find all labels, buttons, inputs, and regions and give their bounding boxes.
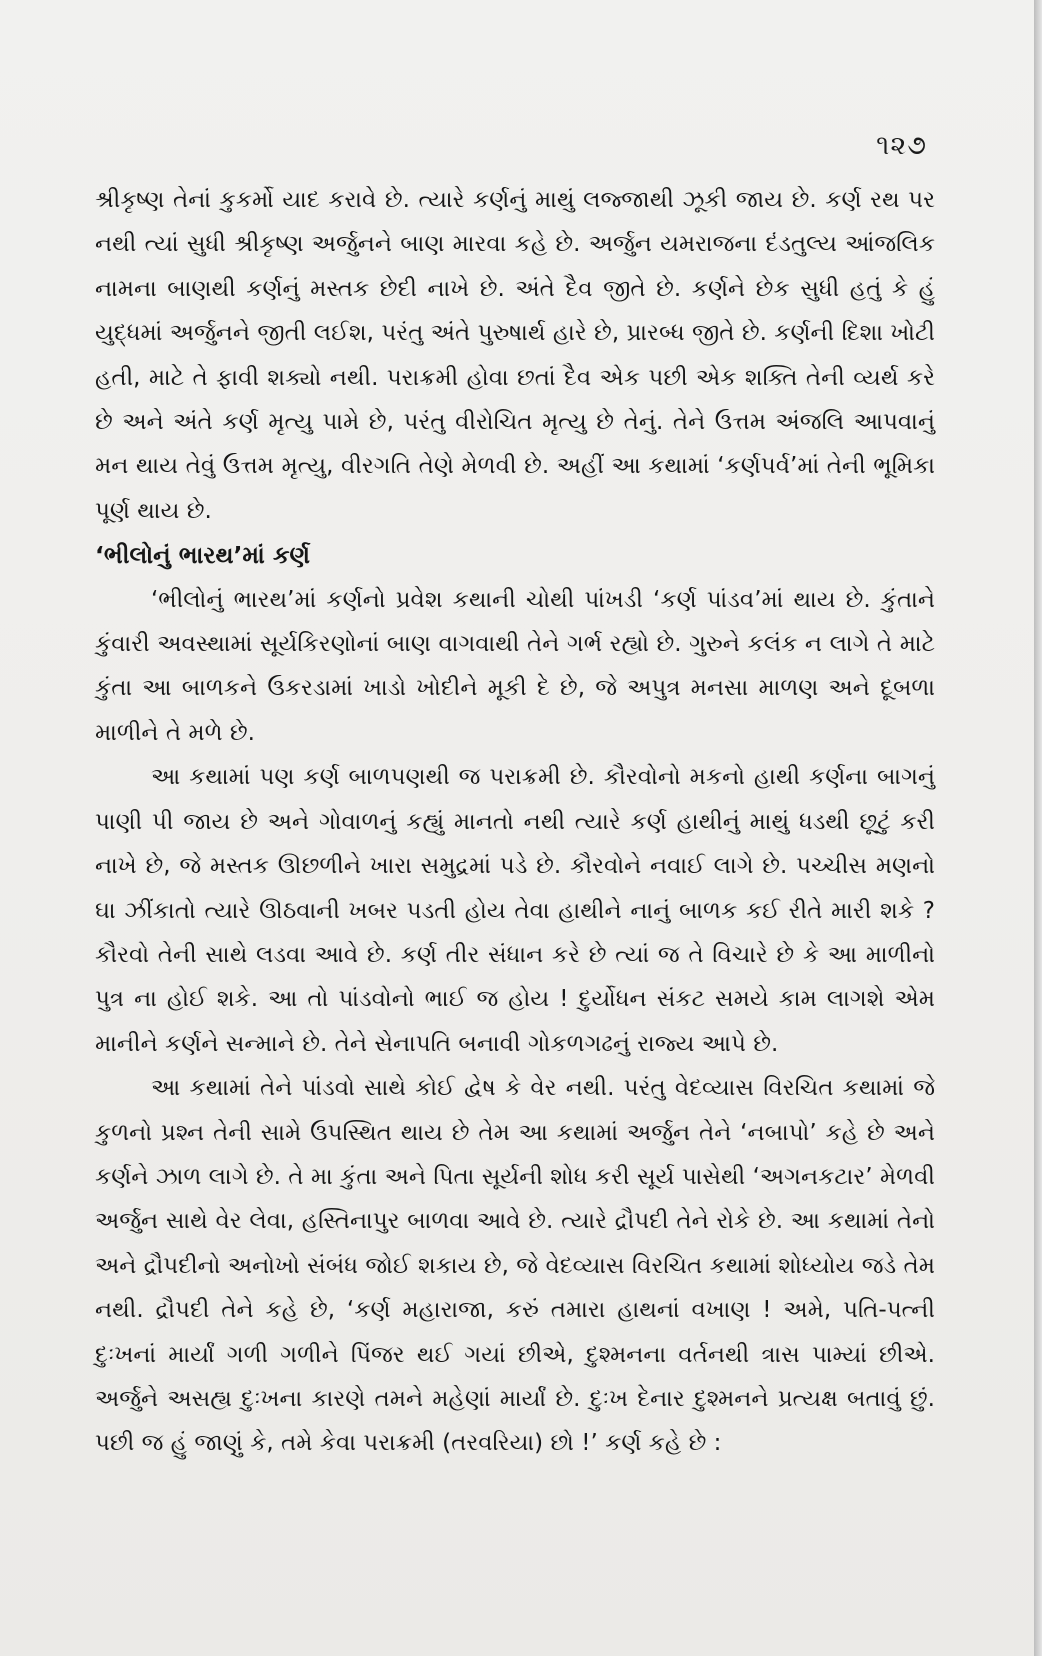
paragraph-karna-draupadi: આ કથામાં તેને પાંડવો સાથે કોઈ દ્વેષ કે વેર નથી. પરંતુ વેદવ્યાસ વિરચિત કથામાં જે કુળનો પ્રશ્ન તેની સામે ઉપસ્થિત થાય છે તેમ આ કથામાં અર્જુન તેને ‘નબાપો’ કહે છે અને કર્ણને ઝાળ લાગે છે. તે મા કુંતા અને પિતા સૂર્યની શોધ કરી સૂર્ય પાસેથી ‘અગનકટાર’ મેળવી અર્જુન સાથે વેર લેવા, હસ્તિનાપુર બાળવા આવે છે. ત્યારે દ્રૌપદી તેને રોકે છે. આ કથામાં તેનો અને દ્રૌપદીનો અનોખો સંબંધ જોઈ શકાય છે, જે વેદવ્યાસ વિરચિત કથામાં શોધ્યોય જડે તેમ નથી. દ્રૌપદી તેને કહે છે, ‘કર્ણ મહારાજા, કરું તમારા હાથનાં વખાણ ! અમે, પતિ-પત્ની દુઃખનાં માર્યાં ગળી ગળીને પિંજર થઈ ગયાં છીએ, દુશ્મનના વર્તનથી ત્રાસ પામ્યાં છીએ. અર્જુને અસહ્ય દુઃખના કારણે તમને મહેણાં માર્યાં છે. દુઃખ દેનાર દુશ્મનને પ્રત્યક્ષ બતાવું છું. પછી જ હું જાણું કે, તમે કેવા પરાક્રમી (તરવરિયા) છો !’ કર્ણ કહે છે : bbox=[95, 1075, 935, 1457]
paragraph-karna-childhood: આ કથામાં પણ કર્ણ બાળપણથી જ પરાક્રમી છે. કૌરવોનો મકનો હાથી કર્ણના બાગનું પાણી પી જાય છે અને ગોવાળનું કહ્યું માનતો નથી ત્યારે કર્ણ હાથીનું માથું ધડથી છૂટું કરી નાખે છે, જે મસ્તક ઊછળીને ખારા સમુદ્રમાં પડે છે. કૌરવોને નવાઈ લાગે છે. પચ્ચીસ મણનો ઘા ઝીંકાતો ત્યારે ઊઠવાની ખબર પડતી હોય તેવા હાથીને નાનું બાળક કઈ રીતે મારી શકે ? કૌરવો તેની સાથે લડવા આવે છે. કર્ણ તીર સંધાન કરે છે ત્યાં જ તે વિચારે છે કે આ માળીનો પુત્ર ના હોઈ શકે. આ તો પાંડવોનો ભાઈ જ હોય ! દુર્યોધન સંકટ સમયે કામ લાગશે એમ માનીને કર્ણને સન્માને છે. તેને સેનાપતિ બનાવી ગોકળગઢનું રાજ્ય આપે છે. bbox=[95, 764, 935, 1057]
page-number: ૧૨૭ bbox=[876, 130, 927, 161]
paragraph-bhilonu-bharath-intro: ‘ભીલોનું ભારથ’માં કર્ણનો પ્રવેશ કથાની ચોથી પાંખડી ‘કર્ણ પાંડવ’માં થાય છે. કુંતાને કુંવારી અવસ્થામાં સૂર્યકિરણોનાં બાણ વાગવાથી તેને ગર્ભ રહ્યો છે. ગુરુને કલંક ન લાગે તે માટે કુંતા આ બાળકને ઉકરડામાં ખાડો ખોદીને મૂકી દે છે, જે અપુત્ર મનસા માળણ અને દૂબળા માળીને તે મળે છે. bbox=[95, 586, 935, 746]
section-heading: ‘ભીલોનું ભારથ’માં કર્ણ bbox=[95, 541, 311, 570]
page-edge bbox=[1034, 0, 1042, 1656]
paragraph-karna-death: શ્રીકૃષ્ણ તેનાં કુકર્મો યાદ કરાવે છે. ત્યારે કર્ણનું માથું લજ્જાથી ઝૂકી જાય છે. કર્ણ રથ પર નથી ત્યાં સુધી શ્રીકૃષ્ણ અર્જુનને બાણ મારવા કહે છે. અર્જુન યમરાજના દંડતુલ્ય આંજલિક નામના બાણથી કર્ણનું મસ્તક છેદી નાખે છે. અંતે દૈવ જીતે છે. કર્ણને છેક સુધી હતું કે હું યુદ્ધમાં અર્જુનને જીતી લઈશ, પરંતુ અંતે પુરુષાર્થ હારે છે, પ્રારબ્ધ જીતે છે. કર્ણની દિશા ખોટી હતી, માટે તે ફાવી શક્યો નથી. પરાક્રમી હોવા છતાં દૈવ એક પછી એક શક્તિ તેની વ્યર્થ કરે છે અને અંતે કર્ણ મૃત્યુ પામે છે, પરંતુ વીરોચિત મૃત્યુ છે તેનું. તેને ઉત્તમ અંજલિ આપવાનું મન થાય તેવું ઉત્તમ મૃત્યુ, વીરગતિ તેણે મેળવી છે. અહીં આ કથામાં ‘કર્ણપર્વ’માં તેની ભૂમિકા પૂર્ણ થાય છે. bbox=[95, 187, 935, 524]
page-body bbox=[95, 178, 935, 1466]
